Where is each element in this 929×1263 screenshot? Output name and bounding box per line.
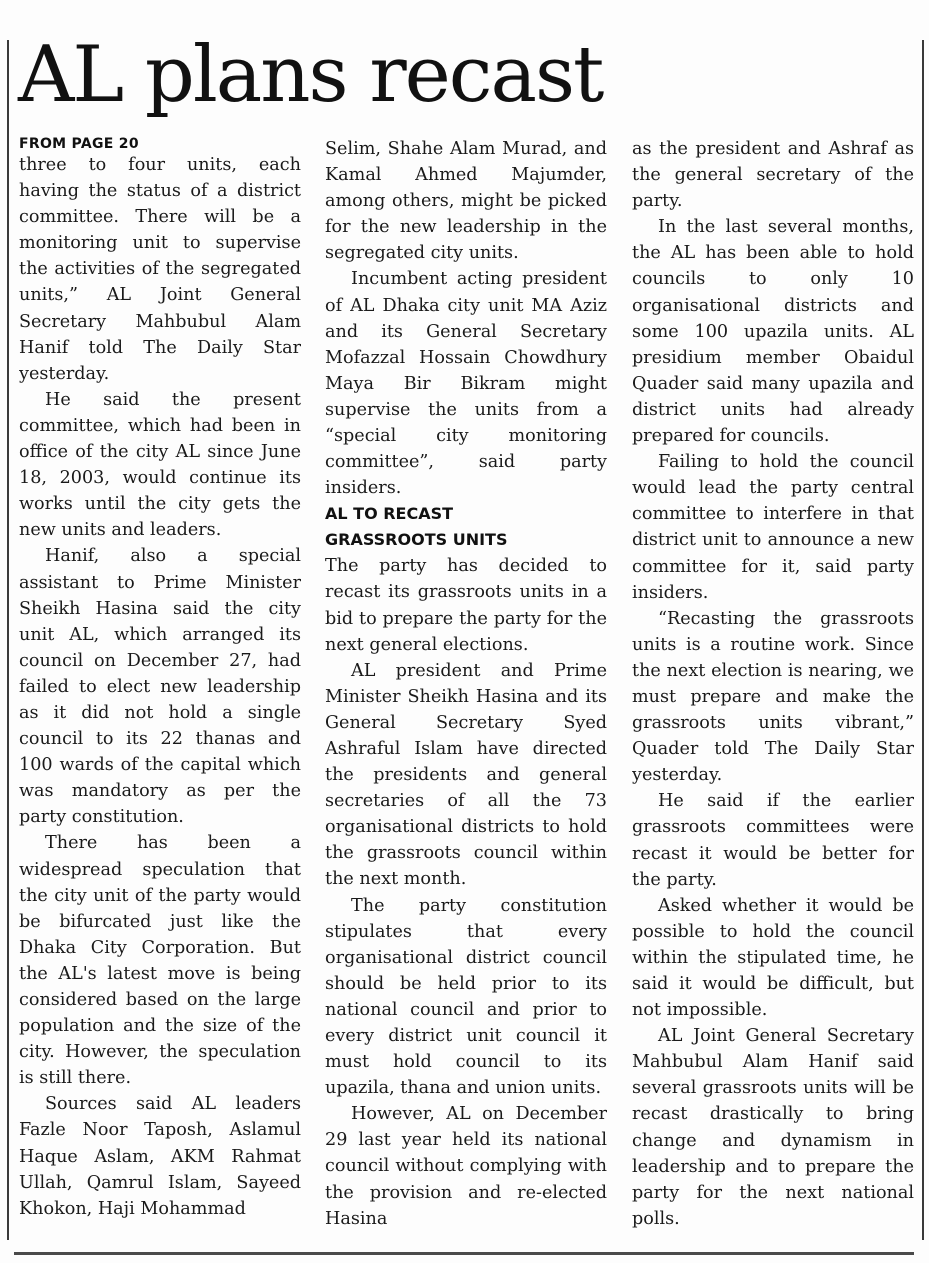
paragraph: Selim, Shahe Alam Murad, and Kamal Ahmed Majumder, among others, might be picked for the new leadership in the segregated city units. xyxy=(325,139,607,264)
paragraph: Asked whether it would be possible to hold the council within the stipulated time, he said it would be difficult, but not impossible. xyxy=(632,895,914,1021)
paragraph: Hanif, also a special assistant to Prime Minister Sheikh Hasina said the city unit AL, which arranged its council on December 27, had failed to elect new leadership as it did not hold a single council to its 22 thanas and 100 wards of the capital which was mandatory as per the party constitution. xyxy=(19,546,301,828)
continuation-kicker: FROM PAGE 20 xyxy=(19,136,139,152)
paragraph: AL president and Prime Minister Sheikh Hasina and its General Secretary Syed Ashraful Islam have directed the presidents and general secretaries of all the 73 organisational districts to hold the grassroots council within the next month. xyxy=(325,660,607,890)
subhead-line: GRASSROOTS UNITS xyxy=(325,530,508,550)
paragraph: He said if the earlier grassroots committees were recast it would be better for the party. xyxy=(632,791,914,890)
article-column-2 xyxy=(325,136,607,1246)
article-column-3 xyxy=(632,136,914,1246)
paragraph: The party has decided to recast its grassroots units in a bid to prepare the party for the next general elections. xyxy=(325,556,607,655)
paragraph: There has been a widespread speculation that the city unit of the party would be bifurcated just like the Dhaka City Corporation. But the AL's latest move is being considered based on the large population and the size of the city. However, the speculation is still there. xyxy=(19,833,301,1089)
section-subhead xyxy=(325,501,607,553)
subhead-line: AL TO RECAST xyxy=(325,504,454,524)
paragraph: Incumbent acting president of AL Dhaka city unit MA Aziz and its General Secretary Mofazzal Hossain Chowdhury Maya Bir Bikram might supervise the units from a “special city monitoring committee”, said party insiders. xyxy=(325,269,607,499)
bottom-rule xyxy=(14,1252,914,1255)
paragraph: as the president and Ashraf as the general secretary of the party. xyxy=(632,139,914,212)
right-column-rule xyxy=(922,40,924,1240)
left-column-rule xyxy=(7,40,9,1240)
paragraph: The party constitution stipulates that every organisational district council should be held prior to its national council and prior to every district unit council it must hold council to its upazila, thana and union units. xyxy=(325,895,607,1099)
paragraph: three to four units, each having the status of a district committee. There will be a monitoring unit to supervise the activities of the segregated units,” AL Joint General Secretary Mahbubul Alam Hanif told The Daily Star yesterday. xyxy=(19,155,301,384)
paragraph: In the last several months, the AL has been able to hold councils to only 10 organisational districts and some 100 upazila units. AL presidium member Obaidul Quader said many upazila and district units had already prepared for councils. xyxy=(632,217,914,447)
article-column-1 xyxy=(19,136,301,1246)
paragraph: Failing to hold the council would lead the party central committee to interfere in that district unit to announce a new committee for it, said party insiders. xyxy=(632,452,914,603)
headline: AL plans recast xyxy=(18,30,603,120)
paragraph: Sources said AL leaders Fazle Noor Taposh, Aslamul Haque Aslam, AKM Rahmat Ullah, Qamrul Islam, Sayeed Khokon, Haji Mohammad xyxy=(19,1094,301,1219)
paragraph: He said the present committee, which had been in office of the city AL since June 18, 2003, would continue its works until the city gets the new units and leaders. xyxy=(19,389,301,541)
paragraph: However, AL on December 29 last year held its national council without complying with the provision and re-elected Hasina xyxy=(325,1104,607,1229)
paragraph: “Recasting the grassroots units is a routine work. Since the next election is nearing, we must prepare and make the grassroots units vibrant,” Quader told The Daily Star yesterday. xyxy=(632,608,914,786)
paragraph: AL Joint General Secretary Mahbubul Alam Hanif said several grassroots units will be recast drastically to bring change and dynamism in leadership and to prepare the party for the next national polls. xyxy=(632,1026,914,1229)
